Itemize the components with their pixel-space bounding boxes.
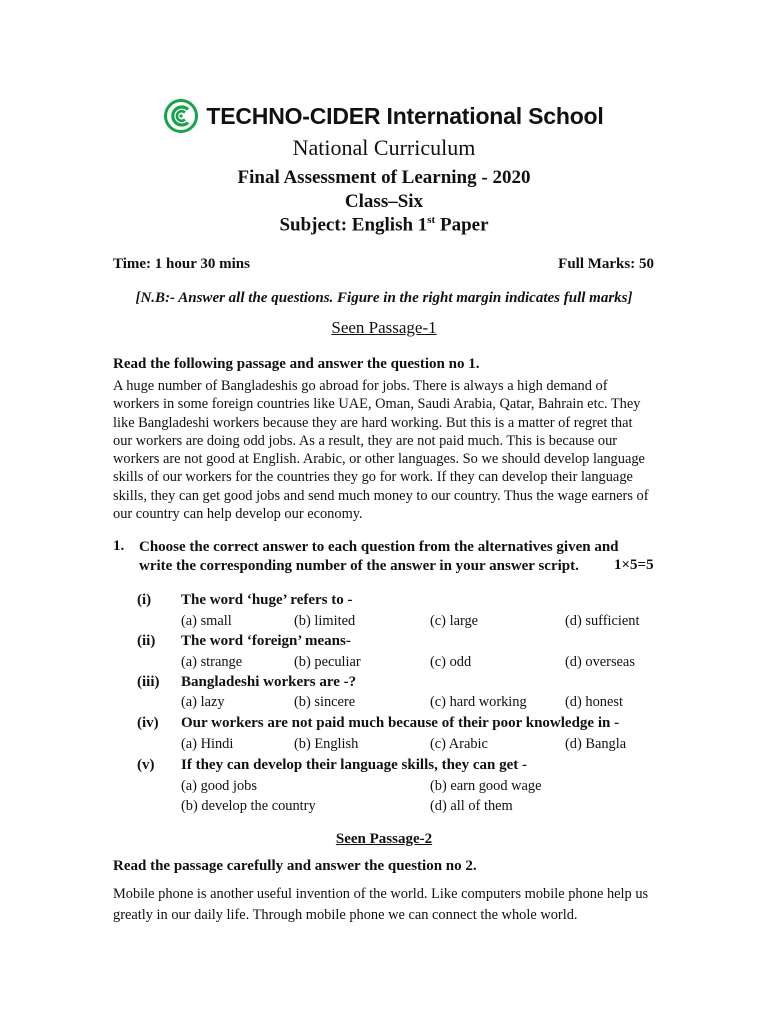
option-c: (c) odd: [430, 654, 472, 670]
option-b: (b) earn good wage: [430, 778, 542, 794]
option-a: (a) lazy: [181, 694, 225, 710]
subject-prefix: Subject: English 1: [279, 214, 428, 236]
school-name: TECHNO-CIDER International School: [206, 102, 604, 129]
seen-passage-2-title: Seen Passage-2: [335, 831, 433, 847]
exam-time: Time: 1 hour 30 mins: [113, 256, 250, 272]
option-a: (a) small: [181, 613, 232, 629]
school-logo-icon: [164, 99, 198, 133]
option-c: (b) develop the country: [181, 798, 316, 814]
sub-question-number: (v): [137, 757, 155, 773]
option-d: (d) overseas: [565, 654, 635, 670]
class-title: Class–Six: [344, 191, 424, 212]
sub-question-number: (iv): [137, 715, 159, 731]
note-line: [N.B:- Answer all the questions. Figure in the right margin indicates full marks]: [135, 290, 633, 306]
question-1-marks: 1×5=5: [614, 557, 654, 573]
option-a: (a) Hindi: [181, 736, 234, 752]
subject-suffix: Paper: [435, 214, 489, 236]
option-c: (c) large: [430, 613, 479, 629]
assessment-title: Final Assessment of Learning - 2020: [237, 167, 531, 188]
option-a: (a) good jobs: [181, 778, 257, 794]
sub-question-number: (ii): [137, 633, 156, 649]
sub-question-text: The word ‘huge’ refers to -: [181, 592, 353, 608]
school-header: [0, 96, 768, 136]
full-marks: Full Marks: 50: [558, 256, 654, 272]
option-c: (c) hard working: [430, 694, 527, 710]
question-1-text: Choose the correct answer to each question from the alternatives given and write the corresponding number of the answer in your answer script.: [139, 539, 619, 574]
option-b: (b) sincere: [294, 694, 356, 710]
question-1-number: 1.: [113, 538, 125, 554]
sub-question-text: Our workers are not paid much because of their poor knowledge in -: [181, 715, 620, 731]
passage-2-instruction: Read the passage carefully and answer the question no 2.: [113, 858, 477, 874]
subject-superscript: st: [427, 214, 436, 226]
sub-question-number: (i): [137, 592, 152, 608]
option-b: (b) English: [294, 736, 359, 752]
option-d: (d) sufficient: [565, 613, 640, 629]
subject-title: [0, 214, 768, 236]
option-b: (b) peculiar: [294, 654, 361, 670]
sub-question-text: The word ‘foreign’ means-: [181, 633, 351, 649]
passage-1-instruction: Read the following passage and answer the question no 1.: [113, 356, 480, 372]
sub-question-number: (iii): [137, 674, 160, 690]
seen-passage-1-title: Seen Passage-1: [331, 318, 437, 337]
option-d: (d) all of them: [430, 798, 513, 814]
option-a: (a) strange: [181, 654, 243, 670]
option-d: (d) honest: [565, 694, 623, 710]
sub-question-text: Bangladeshi workers are -?: [181, 674, 357, 690]
passage-2-text: Mobile phone is another useful invention of the world. Like computers mobile phone help us greatly in our daily life. Through mobile phone we can connect the whole world.: [113, 886, 649, 923]
sub-question-text: If they can develop their language skills, they can get -: [181, 757, 527, 773]
passage-1-text: A huge number of Bangladeshis go abroad for jobs. There is always a high demand of workers in some foreign countries like UAE, Oman, Saudi Arabia, Qatar, Bahrain etc. They like Bangladeshi workers because they are hard working. But this is a matter of regret that our workers are doing odd jobs. As a result, they are not paid much. This is because our workers are not good at English. Arabic, or other languages. So we should develop language skills of our workers for the countries they go for work. If they can develop their language skills, they can get good jobs and send much money to our country. Thus the wage earners of our country can help develop our economy.: [113, 378, 649, 523]
option-c: (c) Arabic: [430, 736, 488, 752]
option-b: (b) limited: [294, 613, 356, 629]
option-d: (d) Bangla: [565, 736, 627, 752]
curriculum-title: National Curriculum: [292, 135, 476, 160]
